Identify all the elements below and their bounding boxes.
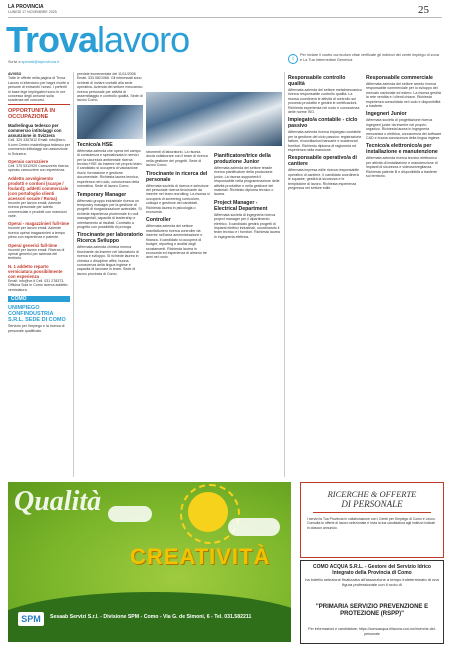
article-text: Affermata azienda del settore arredo ricerca responsabile commerciale per lo sviluppo del mercato nazionale ed estero. La risorsa gestirà la rete vendita e i clienti chiave. Richiesta esperienza consolidata nel ruolo e disponibilità a trasferte. xyxy=(366,82,441,109)
issue-date: LUNEDÌ 17 NOVEMBRE 2025 xyxy=(8,10,57,14)
ad-title: RICERCHE & OFFERTE xyxy=(327,489,417,499)
write-to-prefix: Scrivi a xyxy=(8,60,21,64)
ad-word-creativita: CREATIVITÀ xyxy=(130,544,271,569)
avviso-text: Tutte le offerte nella pagina di Trova Lavoro si intendono per bagni rivolte a persone di entrambi i sessi. I preferiti in base lege impiegatevi sono le ore concesso degli annunci sulla scadenza dei concorsi. xyxy=(8,76,69,103)
advertisement-qualita[interactable] xyxy=(8,482,291,642)
article-text: Affermata azienda ricerca impiegato contabile per la gestione del ciclo passivo: registrazione fatture, riconciliazioni bancarie e scadenzari fornitori. Richiesto diploma di ragioneria ed esperienza nella mansione. xyxy=(288,130,362,153)
article-text: Affermato gruppo industriale ricerca un temporary manager per la gestione di progetti di riorganizzazione aziendale. Si richiede esperienza pluriennale in ruoli manageriali, capacità di leadership e orientamento ai risultati. Contratto a progetto con possibilità di proroga. xyxy=(77,198,142,229)
column-4 xyxy=(214,150,280,241)
section-divider xyxy=(8,104,70,105)
article-heading: Tirocinante per laboratorio Ricerca Sviluppo xyxy=(77,232,143,245)
job-title: Operai generici full-time xyxy=(8,242,58,248)
article-text: Affermata società di ricerca e selezione del personale ricerca tirocinante da inserire nel team recruiting. La risorsa si occuperà di screening curriculum, colloqui e gestione dei candidati. Richiesta laurea in psicologia o economia. xyxy=(146,183,210,215)
advertisement-como-acqua[interactable] xyxy=(300,560,444,644)
ad-title: COMO ACQUA S.R.L. - Gestore del Servizio Idrico Integrato della Provincia di Como xyxy=(313,564,431,576)
column-3 xyxy=(146,150,210,261)
section-title-bold: Trova xyxy=(6,19,98,60)
header-divider xyxy=(8,17,442,18)
article-heading: Responsabile operativo/a di cantiere xyxy=(288,155,357,168)
article-text: Affermata azienda che opera nel campo di consulenza e specializzata in servizi per la sicurezza ambientale ricerca tecnico HSE da inserire nel proprio team. Il candidato si occuperà di valutazione rischi, formazione e gestione documentale. Richiesta laurea tecnica, esperienza nel ruolo, conoscenza della normativa. Sede di lavoro Como. xyxy=(77,148,143,189)
ad-divider xyxy=(313,512,431,513)
info-icon: i xyxy=(288,54,298,64)
intro-text: Per inviare il vostro curriculum vitae verificate gli indirizzi dei centri impiego di zona e La Tua Intermediari Generica xyxy=(300,53,439,62)
article-text: Affermata società di ingegneria ricerca project manager per il dipartimento elettrico. Il candidato gestirà progetti di impianti elettrici industriali, coordinando il team tecnico e i fornitori. Richiesta laurea in ingegneria elettrica. xyxy=(214,212,280,239)
write-to-email[interactable]: speciali@laprovincia.it xyxy=(21,60,60,64)
job-body: Cell. 375 5312929 Carrozzeria ricerca operaio carrozziere con esperienza. xyxy=(8,163,69,173)
write-to-line xyxy=(8,60,59,64)
article-heading: Pianificatore/trice della produzione Junior xyxy=(214,153,271,165)
article-heading: Tecnico/a HSE xyxy=(77,141,113,148)
section-title xyxy=(6,20,189,60)
ad-headline: "PRIMARIA SERVIZIO PREVENZIONE E PROTEZIONE (RSPP)" xyxy=(315,604,429,617)
article-heading: Tecnico/a elettronico/a per installazione e manutenzione xyxy=(366,143,438,156)
section-heading-opportunita: OPPORTUNITÀ IN OCCUPAZIONE xyxy=(8,108,56,121)
cloud-icon xyxy=(228,518,280,536)
article-heading: Responsabile commerciale xyxy=(366,75,433,81)
article-text: Affermata società di progettazione ricerca ingegneri junior da inserire nel proprio organico. Richiesta laurea in ingegneria meccanica o elettrica, conoscenza dei software CAD e buona conoscenza della lingua inglese. xyxy=(366,118,442,141)
spm-logo: SPM xyxy=(18,612,44,626)
section-heading-unimpiego: UNIMPIEGO CONFINDUSTRIA S.R.L. SEDE DI COMO xyxy=(8,305,66,324)
column-divider xyxy=(284,72,285,477)
sun-icon xyxy=(188,492,228,532)
job-body: Email: info@ve.it Cell. 031 278373. Officina Sola in Como ricerca addetto verniciatura. xyxy=(8,278,68,292)
photo-laboratory xyxy=(77,105,143,139)
article-text: Affermata azienda ricerca tecnico elettronico per attività di installazione e manutenzione di impianti di sicurezza e videosorveglianza. Richiesta patente B e disponibilità a trasferte sul territorio. xyxy=(366,156,438,179)
article-heading: Ingegneri Junior xyxy=(366,111,407,118)
article-heading: Tirocinante in ricerca del personale xyxy=(146,170,208,183)
ad-footer-text: Sesaab Servizi S.r.l. - Divisione SPM - Como - Via G. de Simoni, 6 - Tel. 031.582211 xyxy=(50,614,252,620)
job-body: Incontri per lavoro email. Aziende ricerca operai magazzinieri a tempo pieno con esperienza e patente. xyxy=(8,226,65,240)
article-text: Affermata azienda del settore manifatturiero ricerca controller da inserire nell'area amministrazione e finanza. Il candidato si occuperà di budget, reporting e analisi degli scostamenti. Richiesta laurea in economia ed esperienza di almeno tre anni nel ruolo. xyxy=(146,224,207,260)
article-heading: Temporary Manager xyxy=(77,191,127,198)
job-title: Operai - magazzinieri full-time xyxy=(8,221,70,227)
job-body: Incontri per lavoro email. Ricerca di operai generici per azienda del territorio. xyxy=(8,247,65,261)
column-divider xyxy=(73,72,74,477)
job-title: Operaio carrozziere xyxy=(8,158,49,164)
left-column xyxy=(8,72,70,335)
article-text: Affermata azienda del settore metalmeccanico ricerca responsabile controllo qualità. La risorsa coordinerà le attività di controllo sui processi produttivi e gestirà le certificazioni. Richiesta esperienza nel ruolo e conoscenza delle norme ISO. xyxy=(288,88,362,115)
cloud-icon xyxy=(108,506,152,522)
section-title-light: lavoro xyxy=(97,19,190,60)
como-section-bar: COMO xyxy=(8,296,70,302)
advertisement-ricerche[interactable] xyxy=(300,482,444,558)
article-text: Affermata azienda del settore tessile ricerca pianificatore della produzione junior. La risorsa supporterà il responsabile nella programmazione delle attività produttive e nella gestione dei materiali. Richiesto diploma tecnico o laurea. xyxy=(214,166,280,197)
job-title: Madrelingua tedesco per commercio intitolaggi con assunzione in Svizzera xyxy=(8,123,62,139)
section-text: Servizio per l'impiego e la ricerca di personale qualificato. xyxy=(8,324,65,333)
article-heading: Responsabile controllo qualità xyxy=(288,75,346,87)
page-number: 25 xyxy=(418,4,429,16)
article-text: strumenti di laboratorio. La risorsa dovrà collaborare con il team di ricerca nella gestione dei progetti. Sede di lavoro Como. xyxy=(146,150,208,168)
article-text: Affermata impresa edile ricerca responsabile operativo di cantiere. Il candidato coordinerà le squadre, gestirà la sicurezza e le tempistiche di lavoro. Richiesta esperienza pregressa nel settore edile. xyxy=(288,168,360,191)
job-title: Addetto avvolgimento prodotti e cordoni (scarpe / foulard); addetti commerciale (con portafoglio clienti acessori socale / Roma) xyxy=(8,175,69,201)
avviso-label: AVVISO xyxy=(8,72,22,76)
article-text: previste incrementate del 11/11/2008 Email: 333 0821066. Gli interessati sono richiesti di inviare contatti alla sede operativa. Azienda del settore meccanico ricerca personale per attività di assemblaggio e controllo qualità. Sede di lavoro Como. xyxy=(77,72,143,103)
ad-word-qualita: Qualità xyxy=(14,486,102,517)
ad-subtitle: DI PERSONALE xyxy=(341,499,403,509)
publication-name: LA PROVINCIA xyxy=(8,4,44,10)
ad-body: ha indetto selezione finalizzata all'assunzione a tempo indeterminato di una figura professionale con il ruolo di xyxy=(305,577,439,587)
photo-office-meeting xyxy=(146,92,282,146)
article-heading: Project Manager - Electrical Department xyxy=(214,199,268,212)
column-2 xyxy=(77,72,143,278)
job-title: N. 1 addetto reparto verniciatura possibilmente con esperienza xyxy=(8,263,63,279)
column-5 xyxy=(288,72,362,192)
ad-body: I servizi la Tua Provincia in collaborazione con i Centri per l'Impiego di Como e Lecco. Consulta le offerte di lavoro selezionate e invia la tua candidatura agli indirizzi indicati in ciascun annuncio. xyxy=(307,517,436,530)
article-heading: Controller xyxy=(146,217,171,224)
article-text: Affermata azienda chimica ricerca tirocinante da inserire nel laboratorio di ricerca e sviluppo. Si richiede laurea in chimica o discipline affini, buona conoscenza della lingua inglese e capacità di lavorare in team. Sede di lavoro provincia di Como. xyxy=(77,245,139,276)
article-heading: Impiegato/a contabile - ciclo passivo xyxy=(288,117,358,130)
job-body: Incontri per lavoro email. Aziende ricerca personale per adetto commerciale e prodotti con mansioni varie. xyxy=(8,200,67,218)
job-body: Cell. 329 3357812 Email: info@loro-it.com Centro madrelingua tedesco per commercio intitolaggi con assunzione in Svizzera. xyxy=(8,138,70,156)
ad-footer: Per informazioni e candidature: https://comoacqua.it/lavora-con-noi/ricerche-del-personale xyxy=(308,627,436,636)
column-6 xyxy=(366,72,442,180)
